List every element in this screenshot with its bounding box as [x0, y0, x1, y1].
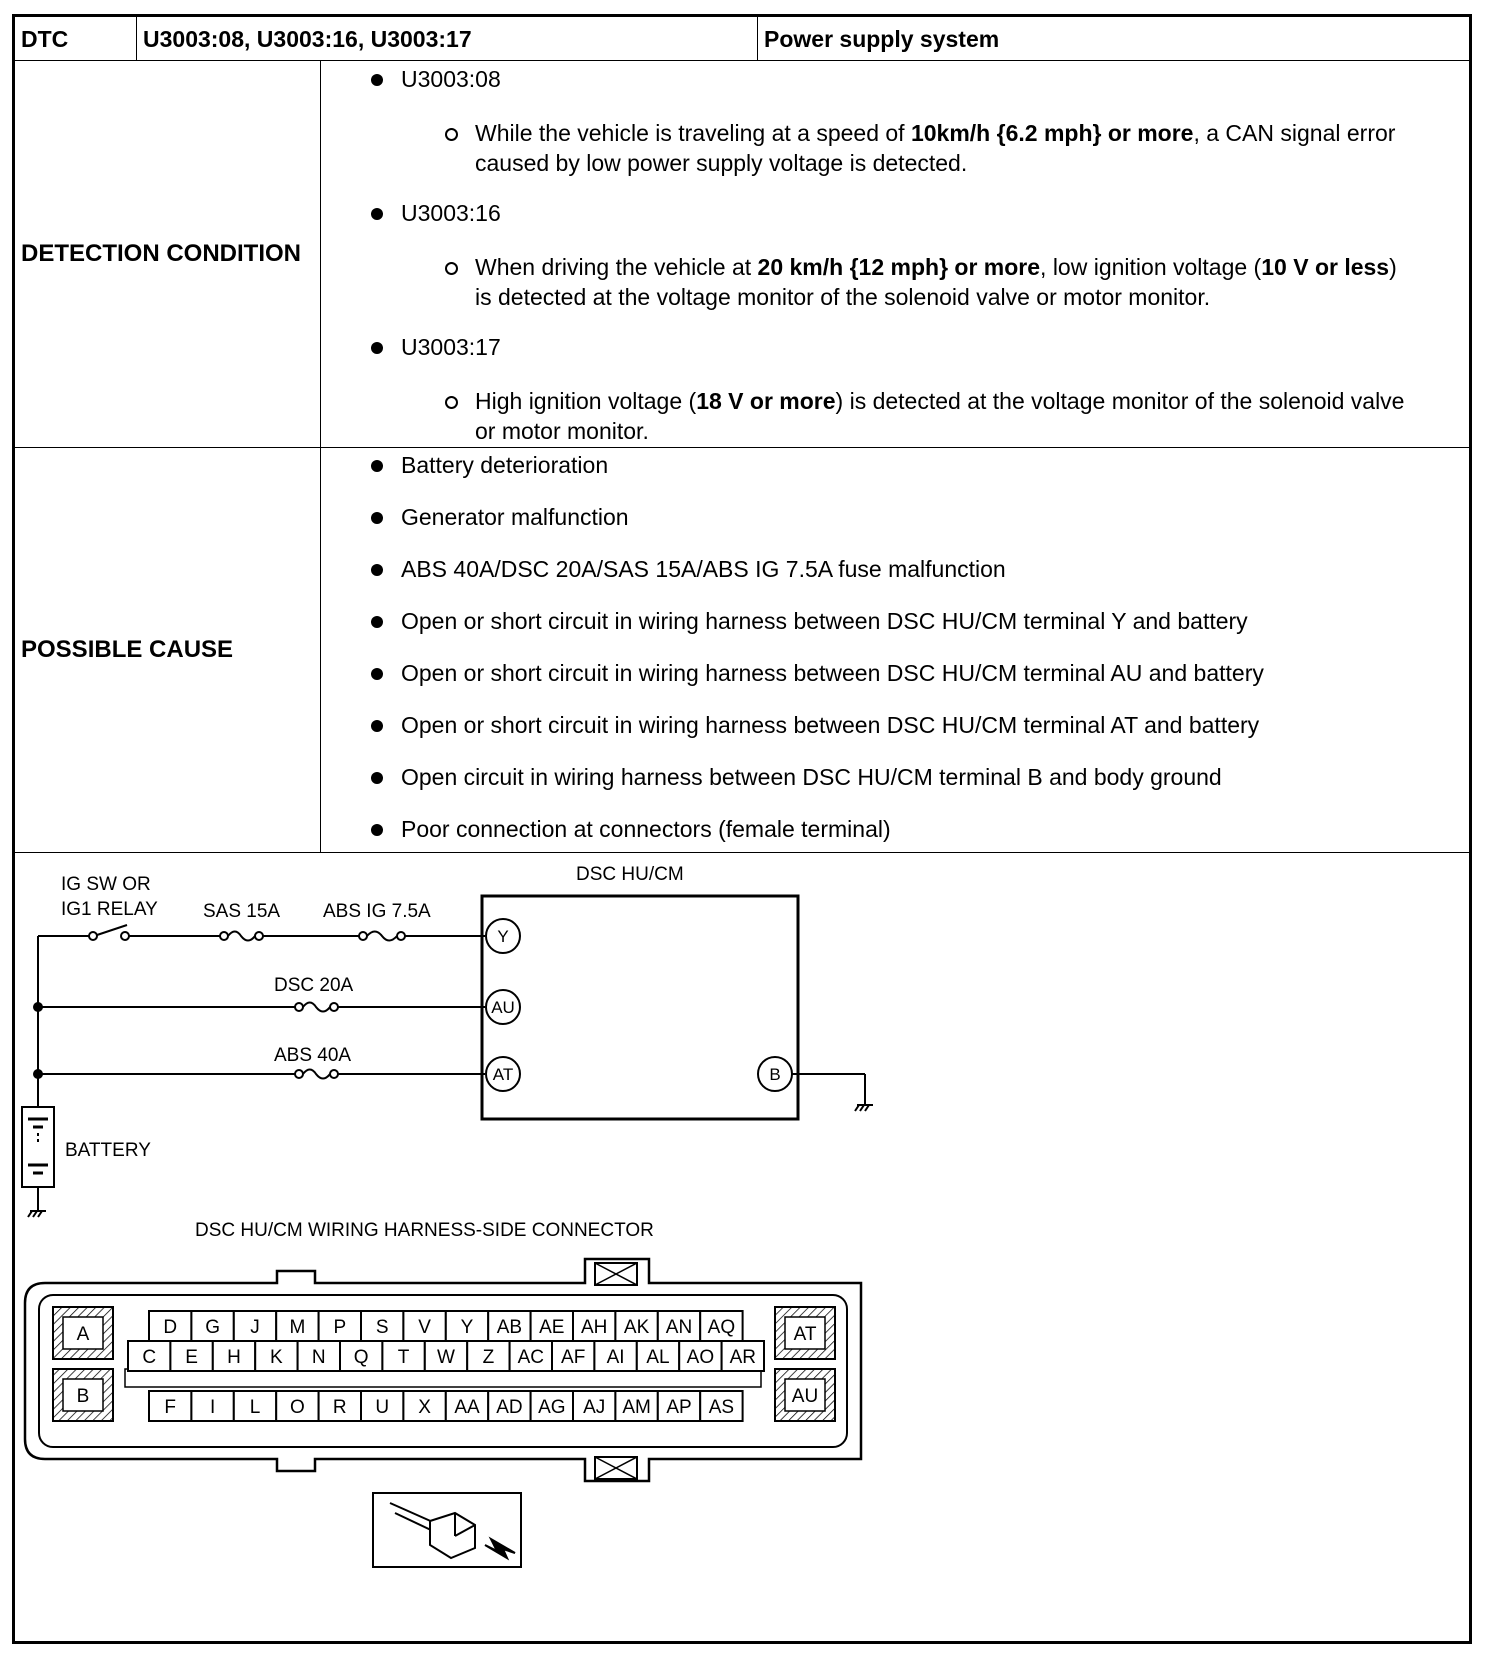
detection-condition-content	[321, 61, 1469, 448]
fuse-abs-label: ABS 40A	[274, 1045, 352, 1066]
connector-pin-label: F	[164, 1397, 177, 1418]
connector-pin-label: AJ	[583, 1397, 606, 1418]
connector-pin-label: AM	[622, 1397, 651, 1418]
terminal-au: AU	[491, 998, 515, 1017]
cause-item: Open or short circuit in wiring harness between DSC HU/CM terminal AU and battery	[321, 658, 1469, 688]
connector-pin-label: AC	[517, 1347, 545, 1368]
ig-switch-label: IG SW OR	[61, 874, 151, 895]
connector-pin-label: G	[205, 1317, 220, 1338]
possible-cause-label: POSSIBLE CAUSE	[15, 448, 321, 853]
detection-code: U3003:16	[321, 198, 1469, 228]
connector-pin-label: AN	[665, 1317, 693, 1338]
connector-pin-label: AP	[666, 1397, 692, 1418]
connector-pin-label: X	[418, 1397, 431, 1418]
cause-item: Generator malfunction	[321, 502, 1469, 532]
connector-pin-label: R	[332, 1397, 347, 1418]
dtc-document	[12, 14, 1472, 1644]
connector-pin-label: N	[311, 1347, 326, 1368]
connector-pin-label: AA	[454, 1397, 480, 1418]
connector-pin-label: D	[163, 1317, 178, 1338]
connector-pin-label: AF	[561, 1347, 586, 1368]
cause-item: Open or short circuit in wiring harness between DSC HU/CM terminal AT and battery	[321, 710, 1469, 740]
diagram-area	[15, 853, 1469, 1641]
cause-item: Poor connection at connectors (female terminal)	[321, 814, 1469, 844]
detection-description: While the vehicle is traveling at a speed of 10km/h {6.2 mph} or more, a CAN signal error caused by low power supply voltage is detected.	[321, 118, 1469, 178]
connector-pin-label: H	[227, 1347, 241, 1368]
connector-pin-label: AQ	[707, 1317, 736, 1338]
dtc-codes: U3003:08, U3003:16, U3003:17	[137, 17, 758, 61]
cause-item: Battery deterioration	[321, 450, 1469, 480]
connector-pin-label: E	[185, 1347, 198, 1368]
fuse-abs-ig-label: ABS IG 7.5A	[323, 901, 431, 922]
connector-pin-label: S	[375, 1317, 389, 1338]
connector-pin-label: AH	[580, 1317, 608, 1338]
harness-side-icon	[373, 1493, 521, 1567]
connector-terminal-label: A	[76, 1324, 90, 1345]
connector-pin-label: AG	[538, 1397, 566, 1418]
battery-label: BATTERY	[65, 1140, 151, 1161]
cause-item: ABS 40A/DSC 20A/SAS 15A/ABS IG 7.5A fuse malfunction	[321, 554, 1469, 584]
connector-pin-label: K	[270, 1347, 283, 1368]
connector-pin-label: P	[333, 1317, 347, 1338]
connector-pin-label: AS	[708, 1397, 735, 1418]
connector-pin-label: V	[418, 1317, 431, 1338]
cause-item: Open or short circuit in wiring harness between DSC HU/CM terminal Y and battery	[321, 606, 1469, 636]
connector-pin-label: L	[249, 1397, 261, 1418]
connector-pin-label: Y	[460, 1317, 474, 1338]
connector-terminal-label: AT	[793, 1324, 817, 1345]
connector-pin-label: AO	[686, 1347, 715, 1368]
detection-condition-label: DETECTION CONDITION	[15, 61, 321, 448]
connector-terminal-label: B	[76, 1386, 90, 1407]
cause-item: Open circuit in wiring harness between DSC HU/CM terminal B and body ground	[321, 762, 1469, 792]
detection-code: U3003:08	[321, 64, 1469, 94]
ig-switch-label: IG1 RELAY	[61, 899, 158, 920]
connector-pin-label: T	[397, 1347, 410, 1368]
fuse-dsc-label: DSC 20A	[274, 975, 354, 996]
fuse-sas-label: SAS 15A	[203, 901, 281, 922]
connector-pin-label: AL	[646, 1347, 670, 1368]
terminal-at: AT	[492, 1065, 514, 1084]
detection-description: When driving the vehicle at 20 km/h {12 mph} or more, low ignition voltage (10 V or less) is detected at the voltage monitor of the solenoid valve or motor monitor.	[321, 252, 1469, 312]
connector-pin-label: J	[250, 1317, 260, 1338]
connector-pin-label: Z	[482, 1347, 495, 1368]
connector-pin-label: AI	[606, 1347, 625, 1368]
connector-pin-label: W	[437, 1347, 455, 1368]
connector-terminal-label: AU	[791, 1386, 819, 1407]
connector-pin-label: AR	[729, 1347, 757, 1368]
detection-code: U3003:17	[321, 332, 1469, 362]
connector-pin-label: AK	[623, 1317, 650, 1338]
connector-pin-label: O	[290, 1397, 305, 1418]
connector-pin-label: C	[142, 1347, 157, 1368]
connector-pin-label: AD	[496, 1397, 523, 1418]
module-label: DSC HU/CM	[576, 864, 684, 885]
dtc-label: DTC	[15, 17, 137, 61]
connector-face	[25, 1259, 861, 1481]
terminal-b: B	[769, 1065, 781, 1084]
connector-pin-label: I	[209, 1397, 216, 1418]
connector-pin-label: U	[375, 1397, 390, 1418]
detection-description: High ignition voltage (18 V or more) is detected at the voltage monitor of the solenoid valve or motor monitor.	[321, 386, 1469, 446]
schematic	[22, 896, 873, 1217]
connector-pin-label: AE	[539, 1317, 565, 1338]
possible-cause-content	[321, 448, 1469, 853]
connector-pin-label: Q	[353, 1347, 369, 1368]
wiring-diagram	[15, 853, 1469, 1641]
connector-pin-label: M	[289, 1317, 306, 1338]
connector-title: DSC HU/CM WIRING HARNESS-SIDE CONNECTOR	[195, 1220, 654, 1241]
connector-pin-label: AB	[496, 1317, 523, 1338]
system-name: Power supply system	[758, 17, 1469, 61]
terminal-y: Y	[497, 927, 509, 946]
